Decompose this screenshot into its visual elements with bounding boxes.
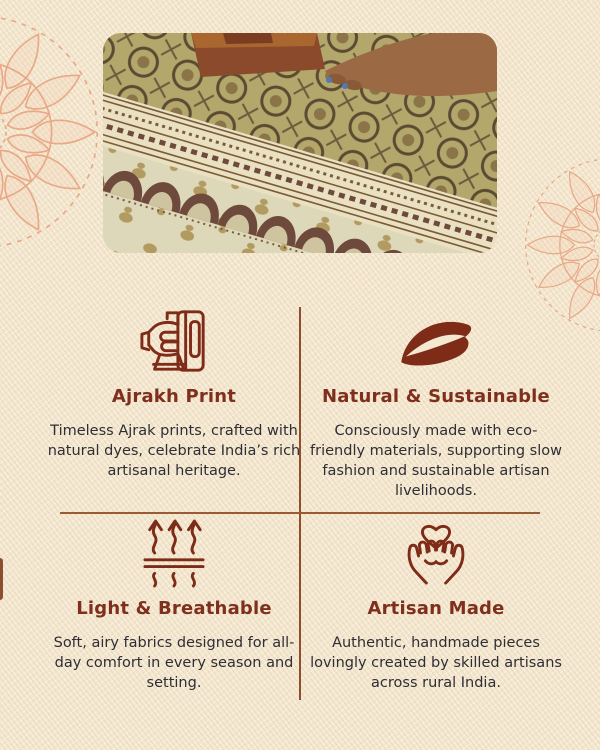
feature-title: Ajrakh Print [111, 386, 237, 407]
horizontal-divider [60, 512, 540, 514]
leaf-icon [316, 305, 556, 377]
feature-title: Artisan Made [367, 598, 505, 619]
breathable-arrows-icon [54, 517, 294, 589]
feature-card-artisan-made [310, 517, 562, 693]
mandala-decoration-left-icon [0, 12, 102, 252]
feature-description: Authentic, handmade pieces lovingly created by skilled artisans across rural India. [310, 635, 562, 691]
feature-card-natural-sustainable [310, 305, 562, 501]
feature-description: Soft, airy fabrics designed for all-day comfort in every season and setting. [53, 635, 295, 691]
feature-card-light-breathable [54, 517, 294, 693]
feature-title: Light & Breathable [76, 598, 272, 619]
feature-description: Consciously made with eco-friendly materials, supporting slow fashion and sustainable artisan livelihoods. [310, 423, 562, 499]
features-grid [47, 300, 562, 712]
hands-heart-icon [316, 517, 556, 589]
hero-photo [103, 33, 497, 253]
feature-description: Timeless Ajrak prints, crafted with natural dyes, celebrate India’s rich artisanal heritage. [47, 423, 301, 479]
feature-card-ajrakh-print [47, 305, 301, 481]
edge-ornament [0, 558, 3, 600]
block-printing-scene [103, 33, 497, 253]
feature-title: Natural & Sustainable [322, 386, 550, 407]
block-print-hand-icon [54, 305, 294, 377]
